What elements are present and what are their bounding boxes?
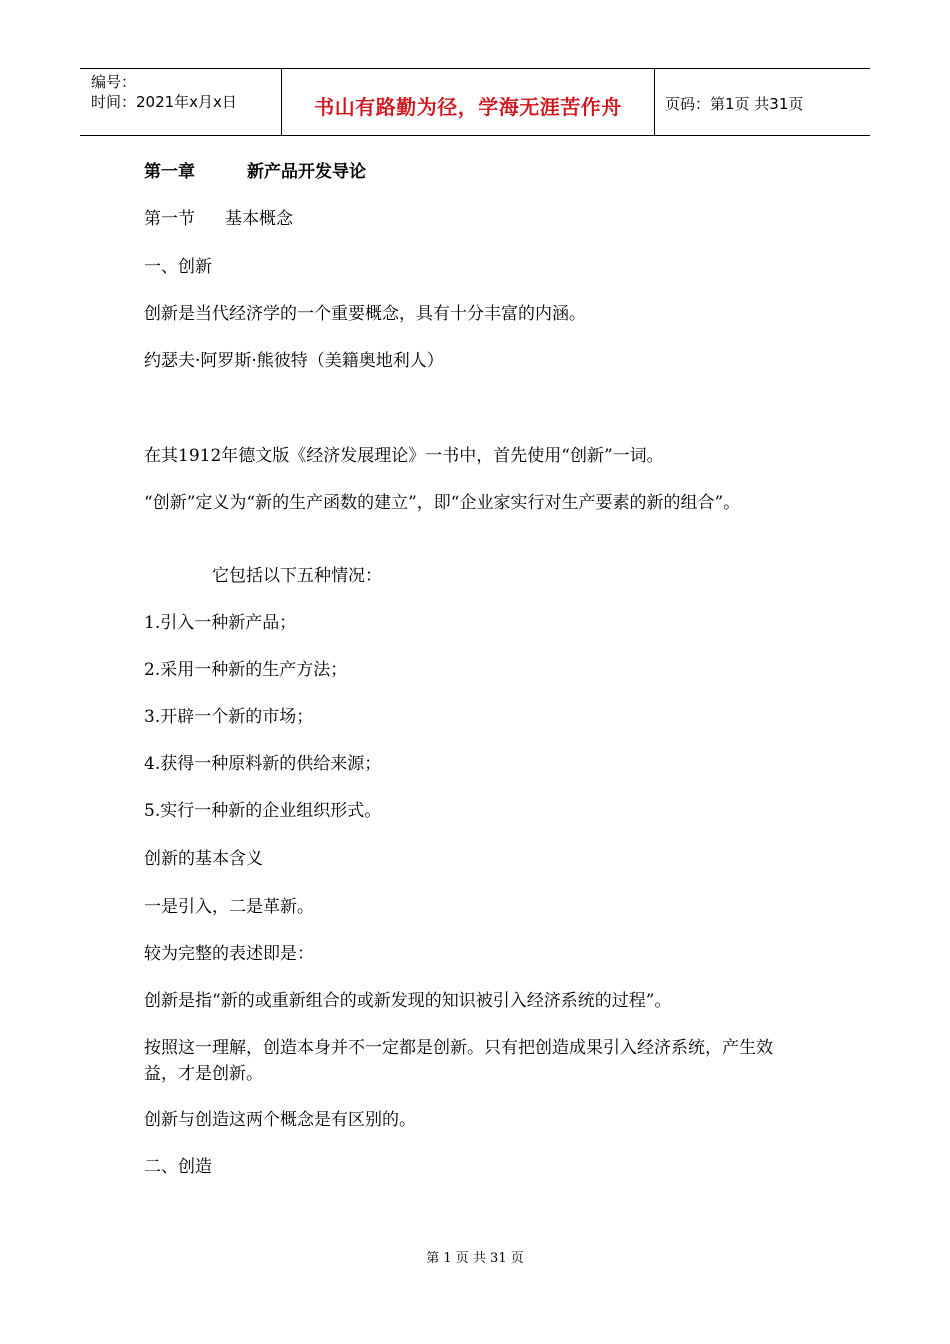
paragraph: 按照这一理解，创造本身并不一定都是创新。只有把创造成果引入经济系统，产生效益，才是创新。 [144, 1038, 773, 1084]
subheading-creation: 二、创造 [144, 1157, 212, 1177]
header-meta-cell [80, 69, 282, 135]
header-page-info: 页码：第1页 共31页 [665, 95, 804, 113]
list-item: 3.开辟一个新的市场； [144, 707, 314, 727]
paragraph: 创新是指“新的或重新组合的或新发现的知识被引入经济系统的过程”。 [144, 991, 672, 1011]
subheading-innovation: 一、创新 [144, 257, 212, 277]
section-title: 基本概念 [225, 209, 293, 229]
chapter-number: 第一章 [144, 162, 195, 182]
header-motto-cell [282, 69, 655, 135]
paragraph: 创新与创造这两个概念是有区别的。 [144, 1110, 416, 1130]
chapter-title: 新产品开发导论 [247, 162, 366, 182]
list-item: 4.获得一种原料新的供给来源； [144, 754, 382, 774]
paragraph: “创新”定义为“新的生产函数的建立”，即“企业家实行对生产要素的新的组合”。 [144, 493, 741, 513]
list-item: 2.采用一种新的生产方法； [144, 660, 348, 680]
chapter-heading [144, 159, 366, 185]
header-page-cell [655, 69, 870, 135]
page-footer: 第 1 页 共 31 页 [426, 1251, 524, 1266]
paragraph: 创新是当代经济学的一个重要概念，具有十分丰富的内涵。 [144, 304, 586, 324]
section-heading [144, 206, 293, 232]
paragraph: 创新的基本含义 [144, 849, 263, 869]
paragraph: 在其1912年德文版《经济发展理论》一书中，首先使用“创新”一词。 [144, 446, 664, 466]
document-number-label: 编号： [91, 73, 137, 91]
list-item: 1.引入一种新产品； [144, 613, 297, 633]
paragraph: 约瑟夫·阿罗斯·熊彼特（美籍奥地利人） [144, 351, 444, 371]
paragraph-indented: 它包括以下五种情况： [212, 566, 382, 586]
page-header [80, 68, 870, 136]
section-number: 第一节 [144, 209, 195, 229]
document-date-label: 时间：2021年x月x日 [91, 93, 237, 111]
paragraph: 较为完整的表述即是： [144, 944, 314, 964]
paragraph: 一是引入，二是革新。 [144, 897, 314, 917]
list-item: 5.实行一种新的企业组织形式。 [144, 801, 382, 821]
header-motto: 书山有路勤为径，学海无涯苦作舟 [314, 95, 622, 119]
